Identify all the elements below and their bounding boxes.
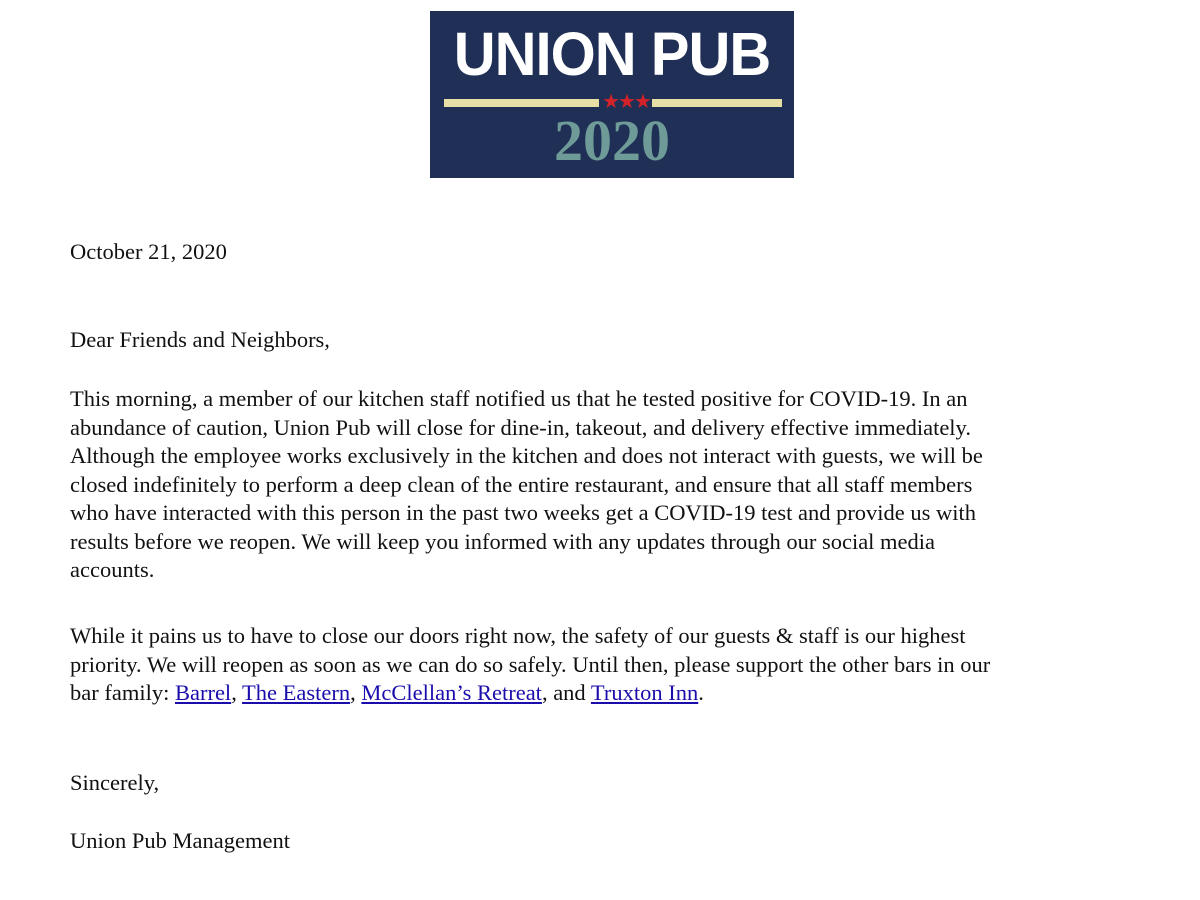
paragraph-line: abundance of caution, Union Pub will close for dine-in, takeout, and delivery effective immediately.: [70, 414, 971, 440]
union-pub-2020-logo: [430, 11, 794, 178]
separator: ,: [350, 680, 362, 705]
separator: , and: [541, 680, 591, 705]
paragraph-line: This morning, a member of our kitchen staff notified us that he tested positive for COVID-19. In an: [70, 386, 968, 411]
link-mcclellans-retreat[interactable]: McClellan’s Retreat: [361, 680, 542, 705]
link-barrel[interactable]: Barrel: [174, 680, 232, 705]
letter-signature: Union Pub Management: [70, 828, 290, 853]
letter-closing: Sincerely,: [70, 770, 160, 795]
link-the-eastern[interactable]: The Eastern: [242, 680, 351, 705]
paragraph-closure-notice: [70, 385, 983, 585]
logo-stripe-left: [444, 99, 599, 107]
letter-greeting: Dear Friends and Neighbors,: [70, 327, 330, 352]
logo-title: UNION PUB: [453, 20, 771, 89]
paragraph-line: priority. We will reopen as soon as we can do so safely. Until then, please support the other bars in our: [70, 651, 991, 677]
paragraph-line: Although the employee works exclusively in the kitchen and does not interact with guests, we will be: [70, 443, 983, 468]
logo-stars-icon: ★★★: [602, 89, 650, 113]
paragraph-bar-family: [70, 622, 990, 708]
paragraph-line-links: [70, 679, 990, 708]
letter-date: October 21, 2020: [70, 239, 227, 264]
logo-year: 2020: [554, 108, 670, 173]
logo-stripe-right: [652, 99, 782, 107]
sentence-end: .: [698, 680, 704, 705]
paragraph-line: closed indefinitely to perform a deep clean of the entire restaurant, and ensure that all staff members: [70, 471, 973, 497]
paragraph-line: who have interacted with this person in the past two weeks get a COVID-19 test and provide us with: [70, 500, 977, 525]
paragraph-line: accounts.: [70, 557, 155, 582]
bar-family-label: bar family:: [70, 680, 175, 705]
paragraph-line: While it pains us to have to close our doors right now, the safety of our guests & staff is our highest: [70, 623, 966, 648]
link-truxton-inn[interactable]: Truxton Inn: [590, 680, 699, 705]
paragraph-line: results before we reopen. We will keep you informed with any updates through our social media: [70, 528, 936, 554]
separator: ,: [231, 680, 243, 705]
